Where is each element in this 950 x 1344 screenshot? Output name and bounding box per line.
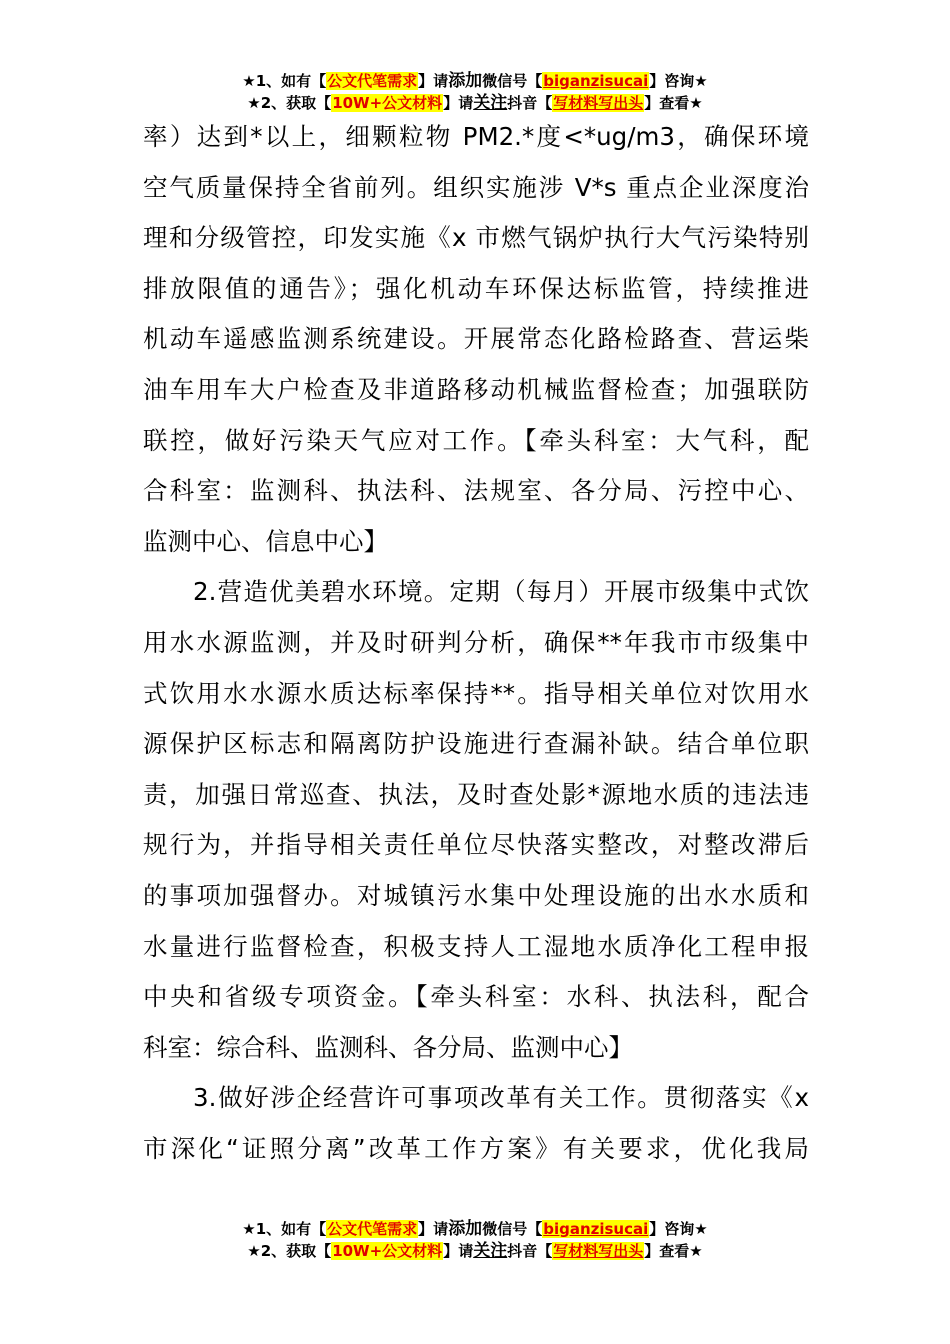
banner-text: 】咨询★ — [649, 72, 708, 90]
banner-text: 抖音【 — [507, 94, 553, 112]
banner-line-2 — [0, 92, 950, 114]
body-line: 水量进行监督检查，积极支持人工湿地水质净化工程申报 — [143, 931, 809, 961]
body-line: 的事项加强督办。对城镇污水集中处理设施的出水水质和 — [143, 880, 809, 910]
banner-text: ★1、如有【 — [242, 1220, 327, 1238]
banner-text: 】查看★ — [644, 1242, 703, 1260]
banner-text: ★2、获取【 — [247, 94, 332, 112]
section-heading-line: 2.营造优美碧水环境。定期（每月）开展市级集中式饮 — [193, 577, 809, 607]
douyin-id-highlight: 写材料写出头 — [553, 1242, 644, 1260]
banner-text: 微信号【 — [482, 1220, 543, 1238]
body-line: 排放限值的通告》；强化机动车环保达标监管，持续推进 — [143, 273, 809, 303]
document-body — [143, 112, 809, 1174]
body-line: 责，加强日常巡查、执法，及时查处影*源地水质的违法违 — [143, 779, 809, 809]
body-line: 合科室：监测科、执法科、法规室、各分局、污控中心、 — [143, 476, 809, 506]
banner-text: 】请 — [443, 1242, 474, 1260]
banner-line-1 — [0, 70, 950, 92]
wechat-id-highlight: biganzisucai — [543, 72, 649, 90]
banner-text: 】请 — [418, 1220, 449, 1238]
body-line: 市深化“证照分离”改革工作方案》有关要求，优化我局 — [143, 1133, 809, 1163]
body-line: 规行为，并指导相关责任单位尽快落实整改，对整改滞后 — [143, 830, 809, 860]
banner-text: 】请 — [418, 72, 449, 90]
body-line: 用水水源监测，并及时研判分析，确保**年我市市级集中 — [143, 627, 809, 657]
body-line: 联控，做好污染天气应对工作。【牵头科室：大气科，配 — [143, 425, 809, 455]
banner-line-2 — [0, 1240, 950, 1262]
body-line: 率）达到*以上，细颗粒物 PM2.*度<*ug/m3，确保环境 — [143, 122, 809, 151]
body-line: 科室：综合科、监测科、各分局、监测中心】 — [143, 1032, 633, 1062]
banner-highlight: 10W+公文材料 — [332, 1242, 443, 1260]
banner-highlight: 公文代笔需求 — [327, 1220, 418, 1238]
body-line: 监测中心、信息中心】 — [143, 526, 388, 556]
section-heading-line: 3.做好涉企经营许可事项改革有关工作。贯彻落实《x — [193, 1083, 809, 1113]
body-line: 油车用车大户检查及非道路移动机械监督检查；加强联防 — [143, 374, 809, 404]
banner-text: 】查看★ — [644, 94, 703, 112]
body-line: 式饮用水水源水质达标率保持**。指导相关单位对饮用水 — [143, 678, 809, 708]
banner-highlight: 10W+公文材料 — [332, 94, 443, 112]
banner-text: 添加 — [448, 1219, 483, 1239]
wechat-id-highlight: biganzisucai — [543, 1220, 649, 1238]
body-line: 中央和省级专项资金。【牵头科室：水科、执法科，配合 — [143, 982, 809, 1012]
banner-text: 】咨询★ — [649, 1220, 708, 1238]
banner-line-1 — [0, 1218, 950, 1240]
banner-text: ★1、如有【 — [242, 72, 327, 90]
banner-text: 微信号【 — [482, 72, 543, 90]
header-banner — [0, 70, 950, 114]
banner-text: ★2、获取【 — [247, 1242, 332, 1260]
banner-highlight: 公文代笔需求 — [327, 72, 418, 90]
banner-text: 添加 — [448, 71, 483, 91]
body-line: 源保护区标志和隔离防护设施进行查漏补缺。结合单位职 — [143, 729, 809, 759]
banner-text: 关注 — [473, 1241, 508, 1261]
footer-banner — [0, 1218, 950, 1262]
banner-text: 抖音【 — [507, 1242, 553, 1260]
body-line: 空气质量保持全省前列。组织实施涉 V*s 重点企业深度治 — [143, 172, 809, 202]
banner-text: 关注 — [473, 93, 508, 113]
body-line: 理和分级管控，印发实施《x 市燃气锅炉执行大气污染特别 — [143, 223, 809, 253]
body-line: 机动车遥感监测系统建设。开展常态化路检路查、营运柴 — [143, 324, 809, 354]
douyin-id-highlight: 写材料写出头 — [553, 94, 644, 112]
banner-text: 】请 — [443, 94, 474, 112]
